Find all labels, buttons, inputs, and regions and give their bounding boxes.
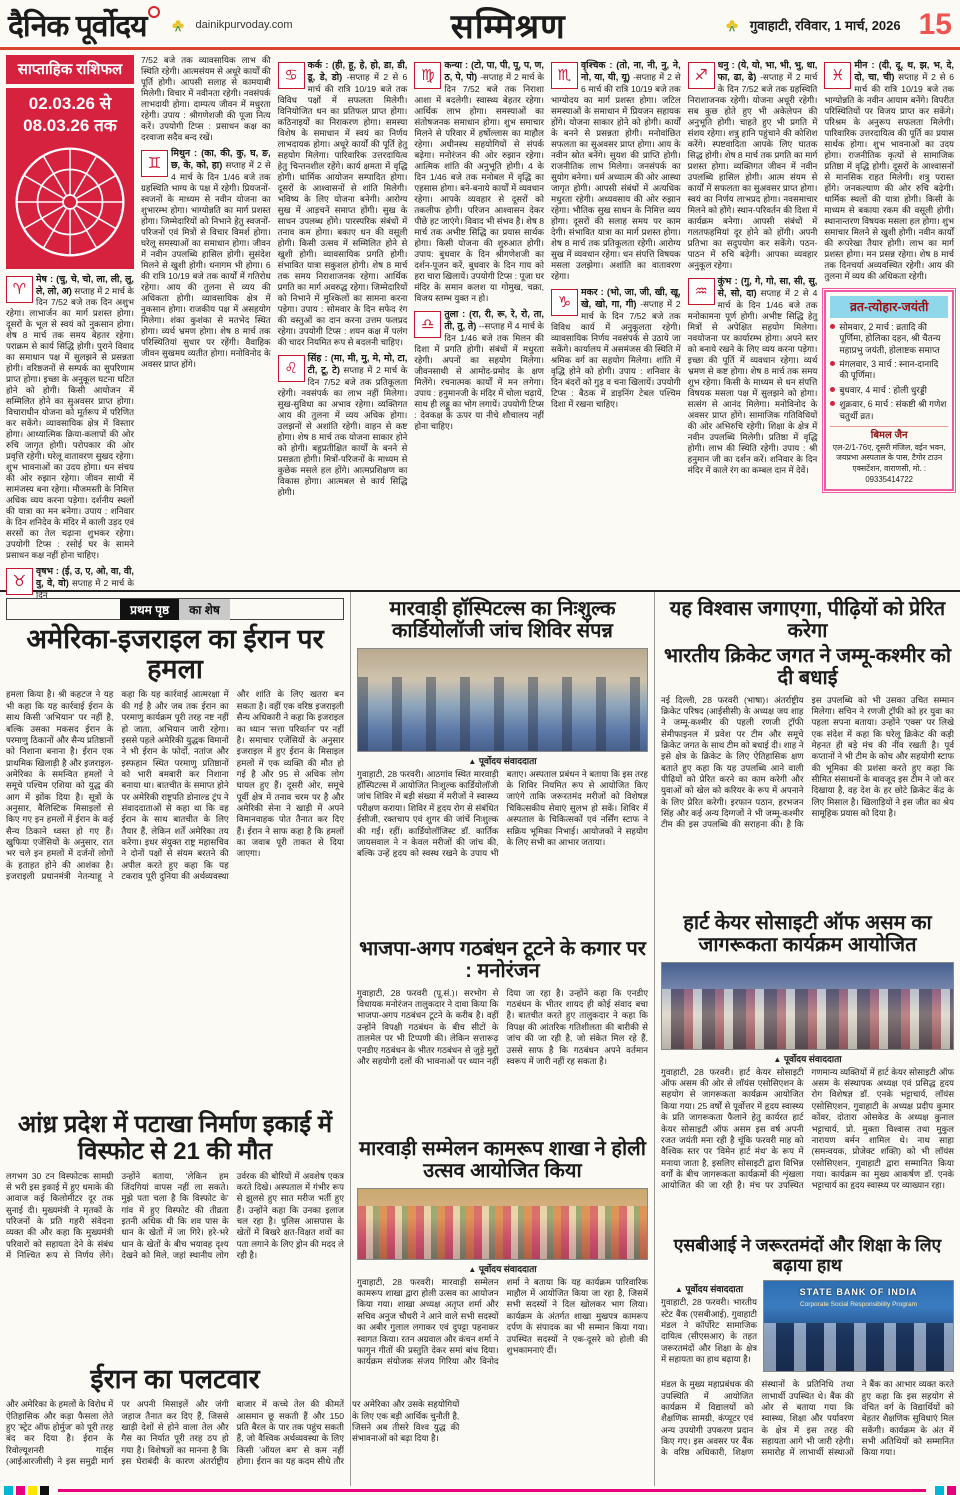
festival-item-text: बुधवार, 4 मार्च : होली धुरड्डी <box>839 384 927 395</box>
festival-item-text: शुक्रवार, 6 मार्च : संकष्टी श्री गणेश चतुर्थी व्रत। <box>839 399 947 421</box>
heart-care-group-photo <box>661 962 954 1050</box>
scorpio-icon: ♏ <box>551 62 578 89</box>
article-marwari-sammelan <box>357 1138 648 1482</box>
bullet-icon <box>830 361 835 366</box>
rashifal-dates <box>6 88 134 269</box>
headline: हार्ट केयर सोसाइटी ऑफ असम का जागरूकता कार्यक्रम आयोजित <box>683 912 932 957</box>
sign-letters: : (का, की, कु, घ, ङ, छ, के, को, हा) <box>171 148 271 170</box>
horoscope-band <box>0 50 960 601</box>
article-intro: गुवाहाटी, 28 फरवरी। भारतीय स्टेट बैंक (एसबीआई), गुवाहाटी मंडल ने कॉर्पोरेट सामाजिक दायित्व (सीएसआर) के तहत जरूरतमंदों और शिक्षा के क्षेत्र में सहायता का हाथ बढ़ाया है। <box>661 1297 757 1364</box>
reporter-name: पूर्वोदय संवाददाता <box>478 755 537 766</box>
aries-icon: ♈ <box>6 276 33 303</box>
festival-box-title: व्रत-त्योहार-जयंती <box>830 296 948 318</box>
articles-left-column <box>0 592 460 1486</box>
article-andhra-blast <box>6 1112 344 1362</box>
horoscope-col-7 <box>824 55 954 601</box>
article-body: गुवाहाटी, 28 फरवरी। हार्ट केयर सोसाइटी ऑफ असम की ओर से लॉयंस एसोसिएशन के सहयोग से जागरूकता कार्यक्रम आयोजित किया गया। 25 वर्षों से पूर्वोत्तर में हृदय स्वास्थ्य के प्रति जागरूकता फैलाने हेतु कार्यरत हार्ट केयर सोसाइटी ऑफ असम इस वर्ष अपनी रजत जयंती मना रही है चूंकि फरवरी माह को वैश्विक स्तर पर 'विमेन हार्ट मंथ' के रूप में मनाया जाता है, इसलिए सोसाइटी द्वारा विभिन्न वर्गों के बीच जागरूकता कार्यक्रमों की शृंखला आयोजित की जा रही है। मंच पर उपस्थित गणमान्य व्यक्तियों में हार्ट केयर सोसाइटी ऑफ असम के संस्थापक अध्यक्ष एवं प्रसिद्ध हृदय रोग विशेषज्ञ डॉ. एनके भट्टाचार्य, लॉयंस एसोसिएशन, गुवाहाटी के अध्यक्ष प्रदीप कुमार कोंवर, दोतारा ओसकेड के अध्यक्ष कुनाल भट्टाचार्य, प्रो. मुक्ता विश्वास तथा मुकुल नारायण बर्मन शामिल थे। नाथ साहा (समन्वयक, प्रोजेक्ट शक्ति) को भी लॉयंस एसोसिएशन, गुवाहाटी द्वारा सम्मानित किया गया। कार्यक्रम का मुख्य आकर्षण डॉ. एनके भट्टाचार्य का हृदय स्वास्थ्य पर व्याख्यान रहा। <box>661 1066 954 1191</box>
sign-letters: : (चु, चे, चो, ला, ली, लु, ले, लो, अ) <box>36 273 134 296</box>
sign-name: धनु <box>717 60 729 70</box>
dateline: गुवाहाटी, रविवार, 1 मार्च, 2026 <box>749 17 901 33</box>
page-number: 15 <box>918 7 952 41</box>
byline-triangle-icon: ▲ <box>468 1264 477 1274</box>
cyan-mark-icon <box>4 1486 13 1495</box>
zodiac-wheel <box>12 137 128 267</box>
article-body: हमला किया है। श्री कहटज ने यह भी कहा कि यह कार्रवाई ईरान के साथ किसी 'अभियान' पर नहीं है, बल्कि उसका मकसद ईरान के परमाणु ठिकानों और सैन्य प्रतिष्ठानों को निशाना बनाना है। ईरान एक प्राथमिक खिलाड़ी है और इजराइल-अमेरिका के समन्वित हमलों ने समूचे पश्चिम एशिया को युद्ध की आग में झोंक दिया है। सूत्रों के अनुसार, बैलिस्टिक मिसाइलों से किए गए इन हमलों में ईरान के कई सैन्य ठिकाने ध्वस्त हो गए हैं। खुफिया एजेंसियों के अनुसार, रात भर चले इन हमलों में दर्जनों लोगों के हताहत होने की आशंका है। इजराइली प्रधानमंत्री नेतन्याहू ने कहा कि यह कार्रवाई आत्मरक्षा में की गई है और जब तक ईरान का परमाणु कार्यक्रम पूरी तरह नष्ट नहीं हो जाता, अभियान जारी रहेगा। इससे पहले अमेरिकी युद्धक विमानों ने भी ईरान के फोर्दो, नतांज और इस्फहान स्थित परमाणु प्रतिष्ठानों को भारी बमबारी कर निशाना बनाया था। बातचीत के समाप्त होने पर अमेरिकी राष्ट्रपति डोनाल्ड ट्रंप ने संवाददाताओं से कहा था कि वह ईरान के साथ बातचीत के लिए तैयार हैं, लेकिन शर्तें अमेरिका तय करेगा। इधर संयुक्त राष्ट्र महासचिव ने दोनों पक्षों से संयम बरतने की अपील करते हुए कहा कि यह टकराव पूरी दुनिया की अर्थव्यवस्था और शांति के लिए खतरा बन सकता है। वहीं एक वरिष्ठ इजराइली सैन्य अधिकारी ने कहा कि इजराइल का ध्यान 'सत्ता परिवर्तन' पर नहीं है। समाचार एजेंसियों के अनुसार इजराइल में हुए ईरान के मिसाइल हमलों में एक व्यक्ति की मौत हो गई है और 95 से अधिक लोग घायल हुए हैं। दूसरी ओर, समूचे पूर्वी क्षेत्र में तनाव चरम पर है और अमेरिकी सेना ने खाड़ी में अपने विमानवाहक पोत तैनात कर दिए हैं। ईरान ने साफ कहा है कि हमलों का जवाब पूरी ताकत से दिया जाएगा। <box>6 689 344 881</box>
newspaper-logo <box>8 4 160 45</box>
capricorn-icon: ♑ <box>551 289 578 316</box>
sign-text-continued: 7/52 बजे तक व्यावसायिक लाभ की स्थिति रहेगी। आत्मसंयम से अधूरे कार्यों की पूर्ति होगी। आपसी सलाह से कामयाबी मिलेगी। विचार में नवीनता रहेगी। नवसंपर्क लाभदायी होगा। दाम्पत्य जीवन में मधुरता रहेगी। उपाय : श्रीगणेशजी की पूजा नित्य करें। उपयोगी टिप्स : प्रसाधन कक्ष का दरवाजा सदैव बन्द रखें। <box>141 55 271 142</box>
byline <box>357 754 648 767</box>
zodiac-entry-kanya <box>414 60 544 304</box>
article-body: नई दिल्ली, 28 फरवरी (भाषा)। अंतर्राष्ट्रीय क्रिकेट परिषद (आईसीसी) के अध्यक्ष जय शाह ने जम्मू-कश्मीर की पहली रणजी ट्रॉफी सेमीफाइनल में प्रवेश पर टीम और समूचे क्रिकेट जगत के साथ टीम को बधाई दी। शाह ने इसे क्षेत्र के क्रिकेट के लिए ऐतिहासिक क्षण बताते हुए कहा कि यह उपलब्धि आने वाली पीढ़ियों को प्रेरित करने का काम करेगी और युवाओं को खेल को करियर के रूप में अपनाने के लिए प्रेरित करेगी। इरफान पठान, हरभजन सिंह और कई अन्य दिग्गजों ने भी जम्मू-कश्मीर टीम की इस उपलब्धि की सराहना की। है कि इस उपलब्धि को भी उसका उचित सम्मान मिलेगा। सचिन ने रणजी ट्रॉफी को हर युवा का पहला सपना बताया। उन्होंने 'एक्स' पर लिखे एक संदेश में कहा कि घरेलू क्रिकेट की कड़ी मेहनत ही बड़े मंच की नींव रखती है। पूर्व कप्तानों ने भी टीम के कोच और सहयोगी स्टाफ की भूमिका की प्रशंसा करते हुए कहा कि सीमित संसाधनों के बावजूद इस टीम ने जो कर दिखाया है, वह देश के हर छोटे क्रिकेट केंद्र के लिए मिसाल है। खिलाड़ियों ने इस जीत का श्रेय सामूहिक प्रयास को दिया है। <box>661 694 954 830</box>
festival-item-text: मंगलवार, 3 मार्च : स्नान-दानादि की पूर्णिमा। <box>839 359 939 381</box>
article-bjp-agp <box>357 938 648 1136</box>
headline-line2: भारतीय क्रिकेट जगत ने जम्मू-कश्मीर को दी बधाई <box>663 644 952 690</box>
byline-triangle-icon: ▲ <box>468 756 477 766</box>
sign-name: मीन <box>854 60 868 70</box>
astrologer-contact <box>830 426 948 485</box>
festival-item <box>830 385 948 396</box>
sign-letters: : (ये, यो, भा, भी, भु, धा, फा, ढा, ढे) <box>717 60 818 82</box>
sign-letters: : (ही, हू, हे, हो, डा, डी, डू, डे, डो) <box>307 60 408 82</box>
sign-name: मिथुन <box>171 148 191 158</box>
flower-icon <box>724 17 740 33</box>
sign-text: -सप्ताह में 2 मार्च के दिन 7/52 बजे तक विविध कार्य में अनुकूलता रहेगी। व्यावसायिक निर्णय नवसंपर्क से उठाये जा सकेंगे। कार्यालय में असमंजस की स्थिति में श्रमिक वर्ग का सहयोग मिलेगा। शांति में वृद्धि होने को होगी। उपाय : शनिवार के दिन बंदरों को गुड़ व चना खिलायें। उपयोगी टिप्स : बैठक में डाइनिंग टेबल पश्चिम दिशा में रखना चाहिए। <box>551 298 681 409</box>
festival-item <box>830 322 948 356</box>
byline <box>661 1282 757 1295</box>
byline <box>357 1262 648 1275</box>
cyan-mark-icon <box>935 1486 944 1495</box>
zodiac-entry-kumbh <box>688 276 818 476</box>
magenta-mark-icon <box>16 1486 25 1495</box>
zodiac-entry-kark <box>278 60 408 348</box>
magenta-mark-icon <box>947 1486 956 1495</box>
zodiac-entry-mesh <box>6 274 134 562</box>
article-body: गुवाहाटी, 28 फरवरी। आठगांव स्थित मारवाड़ी हॉस्पिटल्स में आयोजित निःशुल्क कार्डियोलॉजी जांच शिविर में बड़ी संख्या में मरीजों ने स्वास्थ्य परीक्षण कराया। शिविर में हृदय रोग से संबंधित ईसीजी, रक्तचाप एवं शुगर की जांचें निःशुल्क की गईं। रहीं। कार्डियोलॉजिस्ट डॉ. कार्तिक जायसवाल ने न केवल मरीजों की जांच की, बल्कि उन्हें हृदय को स्वस्थ रखने के उपाय भी बताए। अस्पताल प्रबंधन ने बताया कि इस तरह के शिविर नियमित रूप से आयोजित किए जाएंगे ताकि जरूरतमंद मरीजों को विशेषज्ञ चिकित्सकीय सेवाएं सुलभ हो सकें। शिविर में अस्पताल के चिकित्सकों एवं नर्सिंग स्टाफ ने सक्रिय भूमिका निभाई। आयोजकों ने सहयोग के लिए सभी का आभार जताया। <box>357 768 648 859</box>
sign-letters: : (टो, पा, पी, पू, प, ण, ठ, पे, पो) <box>444 60 544 82</box>
masthead <box>0 0 960 50</box>
festival-item <box>830 399 948 422</box>
cancer-icon: ♋ <box>278 62 305 89</box>
byline-triangle-icon: ▲ <box>674 1285 683 1295</box>
horoscope-col-1 <box>6 55 134 601</box>
sign-text: सप्ताह में 2 से 4 मार्च के दिन 1/46 बजे तक मनोकामना पूर्ण होगी। अभीष्ट सिद्धि हेतु मित्रों से अपेक्षित सहयोग मिलेगा। नवयोजना पर कार्यारम्भ होगा। अपने स्तर को बनाये रखने के लिए व्यय करना पड़ेगा। इच्छा की पूर्ति में व्यवधान रहेगा। व्यर्थ भ्रमण से कष्ट होगा। शेष 8 मार्च तक समय शुभ रहेगा। किसी के माध्यम से धन संपत्ति विषयक मसला पक्ष में सुलझने को होगा। सत्संग से आनंद मिलेगा। मनोविनोद के अवसर प्राप्त होंगे। सामाजिक गतिविधियों की ओर अभिरुचि रहेगी। शिक्षा के क्षेत्र में नवीन उपलब्धि मिलेगी। प्रतिष्ठा में वृद्धि होगी। लाभ की स्थिति रहेगी। उपाय : श्री हनुमान जी का दर्शन करें। शनिवार के दिन मंदिर में काले रंग का कम्बल दान में देवें। <box>687 287 818 475</box>
sagittarius-icon: ♐ <box>688 62 715 89</box>
headline: एसबीआई ने जरूरतमंदों और शिक्षा के लिए बढ़ाया हाथ <box>673 1235 942 1275</box>
print-registration-marks <box>0 1486 960 1495</box>
sign-letters: : (दी, दू, थ, झ, भ, दे, दो, चा, ची) <box>854 60 954 82</box>
zodiac-entry-tula <box>414 309 544 432</box>
headline: मारवाड़ी हॉस्पिटल्स का निःशुल्क कार्डियोलॉजी जांच शिविर संपन्न <box>389 598 616 643</box>
article-body: गुवाहाटी, 28 फरवरी (पू.सं.)। सरभोग से विधायक मनोरंजन तालुकदार ने दावा किया कि भाजपा-अगप गठबंधन टूटने के करीब है। वहीं उन्होंने विपक्षी गठबंधन के बीच सीटों के तालमेल पर भी टिप्पणी की। लेकिन सत्तारूढ़ एनडीए गठबंधन के भीतर गठबंधन से जुड़े मुद्दों और सहयोगी दलों की भावनाओं पर ध्यान नहीं दिया जा रहा है। उन्होंने कहा कि एनडीए गठबंधन के भीतर शायद ही कोई संवाद बचा है। बातचीत करते हुए तालुकदार ने कहा कि विपक्ष की आंतरिक गतिशीलता की बारीकी से जांच की जा रही है, जो संकेत मिल रहे हैं, उससे साफ है कि गठबंधन अपने वर्तमान स्वरूप में जारी नहीं रह सकता है। <box>357 987 648 1066</box>
magenta-rule <box>58 1489 926 1492</box>
tag-front-page: प्रथम पृष्ठ <box>120 599 179 620</box>
article-heart-care <box>661 912 954 1234</box>
article-body: गुवाहाटी, 28 फरवरी। मारवाड़ी सम्मेलन कामरूप शाखा द्वारा होली उत्सव का आयोजन किया गया। शाखा अध्यक्ष अतृप्त शर्मा और सचिव अनुज चौधरी ने आने वाले सभी सदस्यों का अबीर गुलाल लगाकर एवं दुपट्टा पहनाकर स्वागत किया। रतन अग्रवाल और कंचन शर्मा ने फागुन गीतों की प्रस्तुति देकर समां बांध दिया। कार्यक्रम संयोजक संजय गिरिया और विनोद शर्मा ने बताया कि यह कार्यक्रम पारिवारिक माहौल में आयोजित किया जा रहा है, जिसमें सभी सदस्यों ने दिल खोलकर भाग लिया। कार्यक्रम के अंतर्गत शाखा मुखपत्र कामरूप दर्पण के संपादक का भी सम्मान किया गया। उपस्थित सदस्यों ने एक-दूसरे को होली की शुभकामनाएं दीं। <box>357 1276 648 1367</box>
sign-text: सप्ताह में 2 मार्च के दिन 7/52 बजे तक प्रतिकूलता रहेगी। नवसंपर्क का लाभ नहीं मिलेगा। सुख-सुविधा का अभाव रहेगा। व्यक्तिगत आय की तुलना में व्यय अधिक होगा। उलझनों से अशांति रहेगी। वाहन से कष्ट होगा। शेष 8 मार्च तक योजना साकार होने को होगी। बहुप्रतीक्षित कार्यों के बनने से प्रसन्नता होगी। मित्रों-परिजनों के माध्यम से कुछेक मसले हल होंगे। आत्मप्रशिक्षण का विकास होगा। आत्मबल से कार्य सिद्धि होगी। <box>277 364 408 497</box>
tag-remainder: का शेष <box>179 599 230 620</box>
reporter-name: पूर्वोदय संवाददाता <box>783 1053 842 1064</box>
festival-box <box>824 290 954 491</box>
headline-line1: यह विश्वास जगाएगा, पीढ़ियों को प्रेरित करेगा <box>669 598 946 643</box>
headline: आंध्र प्रदेश में पटाखा निर्माण इकाई में विस्फोट से 21 की मौत <box>17 1111 333 1165</box>
hospital-camp-photo <box>357 648 648 752</box>
article-marwari-hospital <box>357 598 648 936</box>
article-body: और अमेरिका के हमलों के विरोध में ऐतिहासिक और कड़ा फैसला लेते हुए 'स्ट्रेट ऑफ होर्मुज' को पूरी तरह बंद कर दिया है। ईरान के रिवोल्यूशनरी गार्ड्स (आईआरजीसी) ने इस समुद्री मार्ग पर अपनी मिसाइलें और जंगी जहाज तैनात कर दिए हैं, जिससे खाड़ी देशों से होने वाला तेल और गैस का निर्यात पूरी तरह ठप हो गया है। विशेषज्ञों का मानना है कि इस घेराबंदी के कारण अंतर्राष्ट्रीय बाजार में कच्चे तेल की कीमतें आसमान छू सकती हैं और 150 प्रति बैरल के पार तक पहुंच सकती हैं, जो वैश्विक अर्थव्यवस्था के लिए किसी 'ऑयल बम' से कम नहीं होगा। ईरान का यह कदम सीधे तौर पर अमेरिका और उसके सहयोगियों के लिए एक बड़ी आर्थिक चुनौती है, जिसने अब तीसरे विश्व युद्ध की संभावनाओं को बढ़ा दिया है। <box>6 1399 460 1466</box>
reporter-name: पूर्वोदय संवाददाता <box>685 1284 744 1295</box>
byline-triangle-icon: ▲ <box>773 1054 782 1064</box>
sign-text: सप्ताह में 2 मार्च के दिन 7/52 बजे तक दिन अशुभ रहेगा। लाभार्जन का मार्ग प्रशस्त होगा। दूसरों के भूल से स्वयं को नुकसान होगा। शेष 8 मार्च तक समय बेहतर रहेगा। पराक्रम से कार्य सिद्धि होगी। पुराने विवाद का समाधान पक्ष में सुलझने से प्रसन्नता होगी। वरिष्ठजनों से सम्पर्क का सुपरिणाम प्राप्त होगा। इच्छा के अनुकूल घटना घटित होने को होगी। किसी आयोजन में सम्मिलित होने का सुअवसर प्राप्त होगा। विचाराधीन योजना को मूर्तरूप में परिणित कर सकेंगे। व्यावसायिक क्षेत्र में विस्तार होगा। आध्यात्मिक क्रिया-कलापों की ओर रुचि जागृत होगी। परोपकार की ओर प्रवृत्ति रहेगी। घरेलू वातावरण सुखद रहेगा। शुभ भावनाओं का उदय होगा। धन संचय की ओर रुझान रहेगा। जीवन साथी में सामंजस्य बना रहेगा। मौजमस्ती के निमित्त अधिक व्यय करना पड़ेगा। दर्शनीय स्थलों की यात्रा का मन बनेगा। उपाय : शनिवार के दिन शनिदेव के मंदिर में काली उड़द एवं सरसों का तेल चढ़ाना शुभकर रहेगा। उपयोगी टिप्स : रसोई घर के सामने प्रसाधन कक्ष नहीं होना चाहिए। <box>6 285 135 561</box>
sbi-banner-subtext: Corporate Social Responsibility Program <box>799 1301 918 1309</box>
zodiac-entry-mithun <box>141 148 271 370</box>
date-range-to: 08.03.26 तक <box>23 115 117 135</box>
continued-from-tag <box>6 598 344 620</box>
headline: मारवाड़ी सम्मेलन कामरूप शाखा ने होली उत्सव आयोजित किया <box>359 1138 646 1183</box>
sbi-photo-row <box>661 1280 954 1375</box>
horoscope-col-4 <box>414 55 544 601</box>
zodiac-entry-makar <box>551 287 681 410</box>
sign-letters: : (गु, गे, गो, सा, सी, सु, से, सो, दा) <box>717 275 818 298</box>
sign-text: --सप्ताह में 4 मार्च के दिन 1/46 बजे तक मिलन की दिशा में प्रगति होगी। संबंधों में मधुरता रहेगी। अपनों का सहयोग मिलेगा। जीवनसाथी से आमोद-प्रमोद के क्षण मिलेंगे। रचनात्मक कार्यों में मन लगेगा। उपाय : हनुमानजी के मंदिर में चोला चढ़ायें, साथ ही लड्डू का भोग लगायें। उपयोगी टिप्स : देवकक्ष के ऊपर या नीचे शौचालय नहीं होना चाहिए। <box>414 320 545 431</box>
sign-text: -सप्ताह में 2 से 6 मार्च की रात्रि 10/19 बजे तक भाग्योदय का मार्ग प्रशस्त होगा। जटिल समस्याओं के समाधान में प्रियजन सहायक होंगे। योजना साकार होने को होगी। कार्यों के बनने से प्रसन्नता होगी। मनोवांछित सफलता का सुअवसर प्राप्त होगा। आय के नवीन स्रोत बनेंगे। सुयश की प्राप्ति होगी। राजनीतिक लाभ मिलेगा। जनसंपर्क का सुयोग बनेगा। धर्म अध्यात्म की ओर आस्था जागृत होगी। आपसी संबंधों में अत्यधिक मधुरता रहेगी। अध्यवसाय की ओर रुझान रहेगा। भौतिक सुख साधन के निमित्त व्यय होगा। दूसरों की सलाह समय पर काम देगी। संभावित यात्रा का मार्ग प्रशस्त होगा। शेष 8 मार्च तक प्रतिकूलता रहेगी। आरोग्य सुख में व्यवधान रहेगा। धन संपत्ति विषयक मसला उलझेगा। अशांति का वातावरण रहेगा। <box>551 71 681 281</box>
sign-name: वृश्चिक <box>581 60 606 70</box>
sbi-event-photo <box>763 1280 954 1372</box>
sign-text: -सप्ताह में 2 से 6 मार्च की रात्रि 10/19 बजे तक विविध पक्षों में सफलता मिलेगी। विनियोजित धन का प्रतिफल प्राप्त होगा। कठिनाइयों का निराकरण होगा। समस्या विशेष के समाधान में स्वयं का निर्णय लाभदायक होगा। अधूरे कार्यों की पूर्ति हेतु सहयोग मिलेगा। पारिवारिक उत्तरदायित्व हेतु चिन्तनशील रहेंगे। कार्य क्षमता में वृद्धि होगी। धार्मिक आयोजन सम्पादित होगा। दूसरों के आश्वासनों से शांति मिलेगी। भविष्य के लिए योजना बनेगी। आरोग्य सुख में आड़चनें समाप्त होंगी। सुख के साधन उपलब्ध होंगे। पारस्परिक संबंधों में तनाव कम होगा। बकाए धन की वसूली होगी। किसी उत्सव में सम्मिलित होने से खुशी होगी। व्यावसायिक प्रगति होगी। संभावित यात्रा सकुशल होगी। शेष 8 मार्च तक समय निराशाजनक रहेगा। आर्थिक प्रगति का मार्ग अवरुद्ध रहेगा। जिम्मेदारियों को निभाने में मुश्किलों का सामना करना पड़ेगा। उपाय : सोमवार के दिन सफेद रंग की वस्तुओं का दान करना उत्तम फलप्रद रहेगा। उपयोगी टिप्स : शयन कक्ष में पलंग की चादर नियमित रूप से बदलनी चाहिए। <box>277 71 408 347</box>
rashifal-title: साप्ताहिक राशिफल <box>6 55 134 84</box>
taurus-icon: ♉ <box>6 568 33 595</box>
festival-item <box>830 359 948 382</box>
gemini-icon: ♊ <box>141 150 168 177</box>
sbi-banner-text: STATE BANK OF INDIA <box>799 1287 918 1298</box>
article-iran-retaliation <box>6 1364 460 1482</box>
leo-icon: ♌ <box>278 355 305 382</box>
sign-letters: : (रा, री, रू, रे, रो, ता, ती, तु, ते) <box>444 308 544 331</box>
sign-name: सिंह <box>307 352 322 363</box>
black-mark-icon <box>40 1486 49 1495</box>
headline: अमेरिका-इजराइल का ईरान पर हमला <box>26 624 324 685</box>
sign-name: मेष <box>36 273 47 284</box>
logo-red-ring-icon <box>148 6 160 18</box>
date-range-from: 02.03.26 से <box>28 94 112 114</box>
virgo-icon: ♍ <box>414 62 441 89</box>
pisces-icon: ♓ <box>824 62 851 89</box>
horoscope-col-3 <box>278 55 408 601</box>
zodiac-entry-meen <box>824 60 954 282</box>
astrologer-address: एल-2/1-76ए, दूसरी मंजिल, वईन भवन, जयप्रभा अस्पताल के पास, टैगोर टाउन एक्सटेंशन, वाराणसी, मो. : 09335414722 <box>832 442 946 484</box>
flower-icon <box>170 17 186 33</box>
sign-text: सप्ताह में 2 से 4 मार्च के दिन 1/46 बजे तक ग्रहस्थिति भाग्य के पक्ष में रहेगी। प्रियजनों-स्वजनों के माध्यम से नवीन योजना का शुभारम्भ होगा। भाग्योन्नति का मार्ग प्रशस्त होगा। जिम्मेदारियों को निभाने हेतु स्वजनों-परिजनों एवं मित्रों से विचार विमर्श होगा। घरेलू समस्याओं का समाधान होगा। जीवन में नवीन उपलब्धि हासिल होगी। सुसंदेश मिलने से खुशी होगी। धनागम भी होगा। 6 की रात्रि 10/19 बजे तक कार्यों में गतिरोध रहेगा। आय की तुलना से व्यय की अधिकता होगी। व्यावसायिक क्षेत्र में नुकसान होगा। राजकीय पक्ष में असहयोग मिलेगा। शंका कुशंका से मतभेद स्थित होगा। व्यर्थ भ्रमण होगा। शेष 8 मार्च तक परिस्थितियां सुधार पर रहेंगी। वैवाहिक जीवन सुखमय व्यतीत होगा। मनोविनोद के अवसर प्राप्त होंगे। <box>141 159 271 369</box>
article-body: मंडल के मुख्य महाप्रबंधक की उपस्थिति में आयोजित कार्यक्रम में विद्यालयों को शैक्षणिक सामग्री, कंप्यूटर एवं अन्य उपयोगी उपकरण प्रदान किए गए। इस अवसर पर बैंक के वरिष्ठ अधिकारी, शिक्षण संस्थानों के प्रतिनिधि तथा लाभार्थी उपस्थित थे। बैंक की ओर से बताया गया कि स्वास्थ्य, शिक्षा और पर्यावरण के क्षेत्र में इस तरह की सहायता आगे भी जारी रहेगी। समारोह में लाभार्थी संस्थाओं ने बैंक का आभार व्यक्त करते हुए कहा कि इस सहयोग से वंचित वर्ग के विद्यार्थियों को बेहतर शैक्षणिक सुविधाएं मिल सकेंगी। कार्यक्रम के अंत में सभी अतिथियों को सम्मानित किया गया। <box>661 1379 954 1458</box>
sign-text: सप्ताह में 2 से 6 मार्च की रात्रि 10/19 बजे तक भाग्योन्नति के नवीन आयाम बनेंगे। विपरीत परिस्थितियों पर विजय प्राप्त कर सकेंगे। परिश्रम के अनुरूप सफलता मिलेगी। पारिवारिक उत्तरदायित्व की पूर्ति का प्रयास सार्थक होगा। शुभ भावनाओं का उदय होगा। राजनीतिक कृत्यों से सामाजिक प्रतिष्ठा में वृद्धि होगी। दूसरों के आश्वासनों से मानसिक राहत मिलेगी। शत्रु परास्त होंगे। जनकल्याण की ओर रुचि बढ़ेगी। धार्मिक स्थलों की यात्रा होगी। किसी के माध्यम से बकाया रकम की वसूली होगी। स्थानान्तरण विषयक मसला हल होगा। शुभ समाचार मिलने से खुशी होगी। नवीन कार्यों की रूपरेखा तैयार होगी। लाभ का मार्ग प्रशस्त होगा। मन प्रसन्न रहेगा। शेष 8 मार्च तक दिनचर्या अव्यवस्थित रहेगी। आय की तुलना में व्यय की अधिकता रहेगी। <box>824 71 955 281</box>
sign-letters: : (तो, ना, नी, नु, ने, नो, या, यी, यू) <box>581 60 681 82</box>
sign-letters: : (ई, उ, ए, ओ, वा, वी, वु, वे, वो) <box>36 566 134 589</box>
zodiac-entry-sinh <box>278 353 408 498</box>
horoscope-col-2 <box>141 55 271 601</box>
sign-name: कर्क <box>307 60 322 70</box>
holi-celebration-photo <box>357 1188 648 1260</box>
festival-item-text: सोमवार, 2 मार्च : व्रतादि की पूर्णिमा, होलिका दहन, श्री चैतन्य महाप्रभु जयंती, होलाष्टक समाप्त <box>839 321 941 355</box>
article-america-iran <box>6 598 344 1110</box>
sign-name: तुला <box>444 308 459 319</box>
article-cricket-jk <box>661 598 954 910</box>
logo-text: दैनिक पूर्वोदय <box>8 10 147 43</box>
headline: ईरान का पलटवार <box>90 1364 260 1394</box>
aquarius-icon: ♒ <box>688 278 715 305</box>
sign-text: -सप्ताह में 2 मार्च के दिन 7/52 बजे तक निराशा आशा में बदलेगी। स्वास्थ्य बेहतर रहेगा। आर्थिक लाभ होगा। समस्याओं का संतोषजनक समाधान होगा। शुभ समाचार मिलने से परिवार में हर्षोल्लास का माहौल रहेगा। अधीनस्थ सहयोगियों से संपर्क बढ़ेगा। मनोरंजन की ओर रुझान रहेगा। आत्मिक शांति की अनुभूति होगी। 4 के दिन 1/46 बजे तक मनोबल में वृद्धि का एहसास होगा। बने-बनाये कार्यों में व्यवधान रहेगा। आपके व्यवहार से दूसरों को तकलीफ होगी। परिजन आश्वासन देकर पीछे हट जाएंगे। विवाद भी संभव है। शेष 8 मार्च तक अभीष्ट सिद्धि का प्रयास सार्थक होगा। किसी योजना की शुरुआत होगी। उपाय: बुधवार के दिन श्रीगणेशजी का दर्शन-पूजन करें, बुधवार के दिन गाय को हरा चारा खिलायें। उपयोगी टिप्स : पूजा घर मंदिर के समान कलश या गोमुख, चक्रा, विजय स्तम्भ युक्त न हो। <box>414 71 544 303</box>
headline: भाजपा-अगप गठबंधन टूटने के कगार पर : मनोरंजन <box>359 938 646 983</box>
reporter-name: पूर्वोदय संवाददाता <box>478 1263 537 1274</box>
website-url: dainikpurvoday.com <box>195 18 293 31</box>
horoscope-col-5 <box>551 55 681 601</box>
section-title: सम्मिश्रण <box>450 7 566 46</box>
sign-letters: : (मा, मी, मु, मे, मो, टा, टी, टू, टे) <box>307 352 408 375</box>
byline <box>661 1052 954 1065</box>
zodiac-entry-vrishchik <box>551 60 681 282</box>
articles-middle-column <box>350 592 654 1486</box>
sign-name: वृषभ <box>36 566 54 577</box>
sign-letters: : (भो, जा, जी, खी, खू, खे, खो, गा, गी) <box>581 286 681 309</box>
bullet-icon <box>830 401 835 406</box>
articles-right-column <box>654 592 960 1486</box>
sign-text: -सप्ताह में 2 मार्च के दिन 7/52 बजे तक ग्रहस्थिति निराशाजनक रहेगी। योजना अधूरी रहेगी। सब कुछ होते हुए भी अकेलेपन की अनुभूति होगी। चाहते हुए भी प्रगति में संशय रहेगा। शत्रु हानि पहुंचाने की कोशिश करेंगे। स्पष्टवादिता आपके लिए घातक सिद्ध होगी। शेष 8 मार्च तक प्रगति का मार्ग प्रशस्त होगा। व्यक्तिगत जीवन में नवीन उपलब्धि हासिल होगी। आत्म संयम से कार्यों में सफलता का सुअवसर प्राप्त होगा। स्वयं का निर्णय लाभप्रद होगा। नवसमाचार मिलने को होंगे। स्थान-परिवर्तन की दिशा में कार्यक्रम बनेगा। आपसी संबंधों में गलतफहमियां दूर होने को होंगी। अपनी प्रतिभा का सदुपयोग कर सकेंगे। पठन-पाठन में रुचि बढ़ेगी। आपका व्यवहार अनुकूल रहेगा। <box>687 71 818 270</box>
yellow-mark-icon <box>28 1486 37 1495</box>
horoscope-col-6 <box>688 55 818 601</box>
articles-area <box>0 592 960 1486</box>
sign-text: सप्ताह में 2 मार्च के दिन <box>36 578 135 601</box>
sign-name: कुंभ <box>717 275 732 286</box>
zodiac-entry-dhanu <box>688 60 818 271</box>
bullet-icon <box>830 324 835 329</box>
sign-name: कन्या <box>444 60 463 70</box>
article-body: लगभग 30 टन विस्फोटक सामग्री से भरी इस इकाई में हुए धमाके की आवाज कई किलोमीटर दूर तक सुनाई दी। मुख्यमंत्री ने मृतकों के परिजनों के प्रति गहरी संवेदना व्यक्त की और कहा कि मुख्यमंत्री परिवारों को सहायता देने के संबंध में निश्चित रूप से निर्णय लेंगे। उन्होंने बताया, 'लेकिन हम जिंदगियां वापस नहीं ला सकते। मुझे पता चला है कि विस्फोट के' गांव में हुए विस्फोट की तीव्रता इतनी अधिक थी कि शव पास के धान के खेतों में जा गिरे। हरे-भरे धान के खेतों के बीच भयावह दृश्य देखने को मिले, जहां स्थानीय लोग उर्वरक की बोरियों में अवशेष एकत्र करते दिखे। अस्पताल में गंभीर रूप से झुलसे हुए सात मरीज भर्ती हुए हैं। उन्होंने कहा कि उनका इलाज चल रहा है। पुलिस आसपास के खेतों में बिखरे क्षत-विक्षत शवों का पता लगाने के लिए ड्रोन की मदद ले रही है। <box>6 1170 344 1261</box>
astrologer-name: बिमल जैन <box>870 430 908 442</box>
sign-name: मकर <box>581 286 598 297</box>
bullet-icon <box>830 387 835 392</box>
libra-icon: ♎ <box>414 311 441 338</box>
article-sbi-csr <box>661 1236 954 1482</box>
